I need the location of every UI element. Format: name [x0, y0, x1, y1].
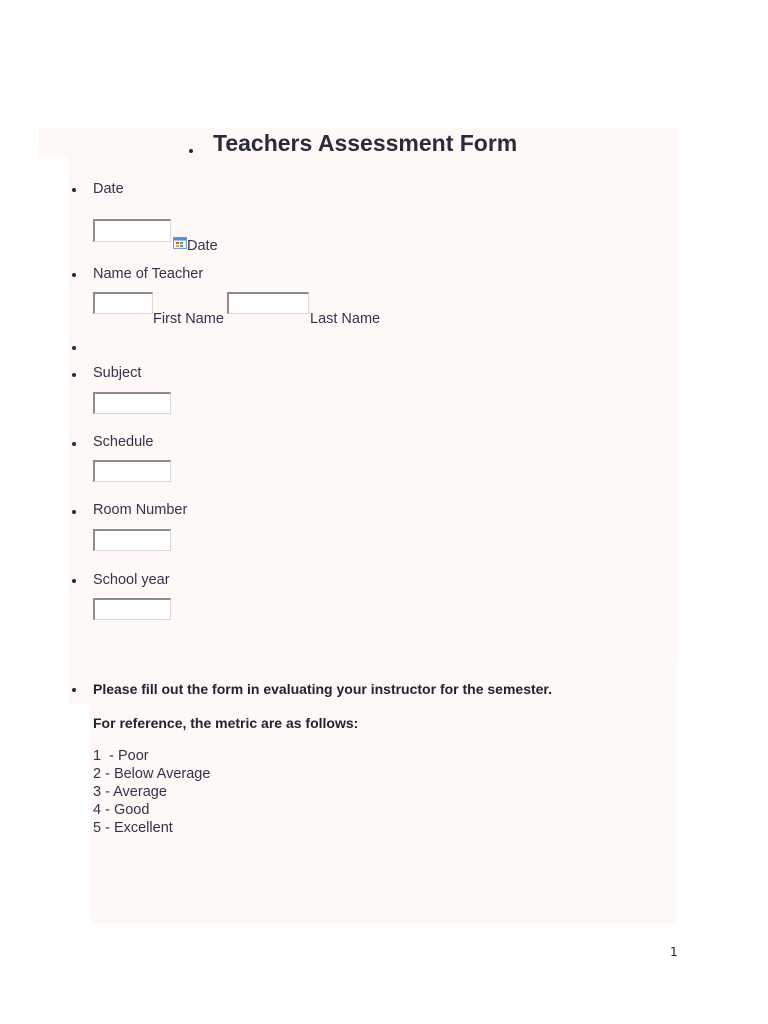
calendar-icon[interactable] [173, 237, 187, 249]
title-bullet [189, 149, 193, 153]
date-picker-label: Date [187, 238, 218, 254]
page-number: 1 [670, 945, 678, 959]
page-title: Teachers Assessment Form [213, 130, 518, 156]
subject-input[interactable] [93, 392, 171, 414]
school-year-label: School year [93, 572, 170, 588]
empty-list-bullet [72, 346, 76, 350]
list-bullet [72, 510, 76, 514]
schedule-label: Schedule [93, 434, 154, 450]
first-name-input[interactable] [93, 292, 153, 314]
subject-label: Subject [93, 365, 142, 381]
list-bullet [72, 442, 76, 446]
metric-item: 1 - Poor [93, 748, 149, 764]
list-bullet [72, 373, 76, 377]
last-name-input[interactable] [227, 292, 309, 314]
metric-item: 5 - Excellent [93, 820, 173, 836]
school-year-input[interactable] [93, 598, 171, 620]
form-body-background-left [68, 157, 93, 664]
teacher-name-label: Name of Teacher [93, 266, 204, 282]
metric-item: 4 - Good [93, 802, 150, 818]
form-body-background [93, 157, 678, 664]
metric-list [93, 747, 210, 837]
room-number-label: Room Number [93, 502, 188, 518]
schedule-input[interactable] [93, 460, 171, 482]
instructions-text: Please fill out the form in evaluating your instructor for the semester. [93, 681, 552, 697]
metric-item: 2 - Below Average [93, 766, 211, 782]
first-name-label: First Name [153, 311, 224, 327]
room-number-input[interactable] [93, 529, 171, 551]
reference-text: For reference, the metric are as follows: [93, 715, 359, 731]
list-bullet [72, 688, 76, 692]
metric-item: 3 - Average [93, 784, 167, 800]
list-bullet [72, 579, 76, 583]
last-name-label: Last Name [310, 311, 381, 327]
instructions-bullet-background [68, 664, 90, 704]
date-label: Date [93, 181, 124, 197]
date-input[interactable] [93, 219, 171, 242]
list-bullet [72, 273, 76, 277]
list-bullet [72, 188, 76, 192]
